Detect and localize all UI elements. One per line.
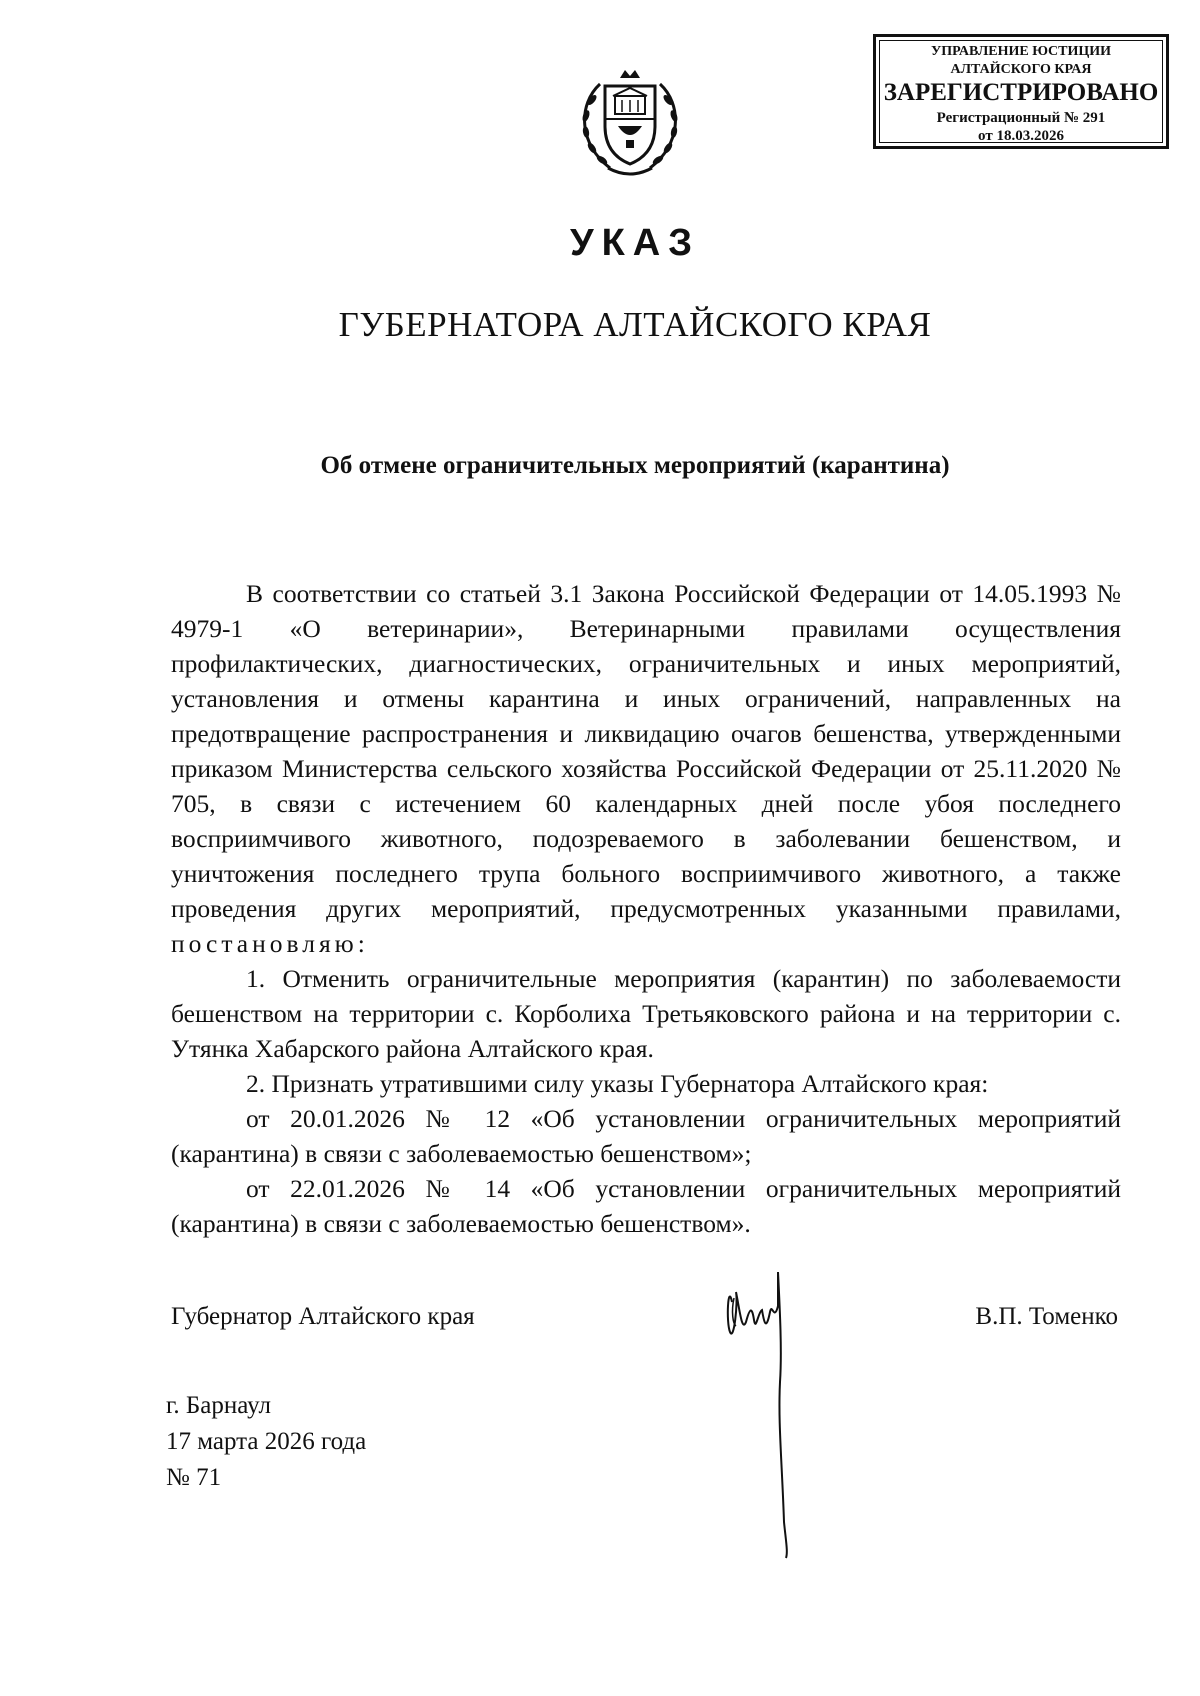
document-title: Об отмене ограничительных мероприятий (карантина) [320, 452, 950, 479]
stamp-status: ЗАРЕГИСТРИРОВАНО [883, 79, 1159, 106]
stamp-org-line2: АЛТАЙСКОГО КРАЯ [950, 62, 1092, 77]
handwritten-signature [700, 1262, 850, 1562]
decree-number: № 71 [166, 1464, 222, 1491]
item-2-a: от 20.01.2026 № 12 «Об установлении ограничительных мероприятий (карантина) в связи с заболеваемостью бешенством»; [171, 1104, 1121, 1168]
document-body [171, 576, 1121, 1241]
decree-word: постановляю: [171, 929, 369, 958]
signing-date: 17 марта 2026 года [166, 1428, 367, 1455]
registration-stamp [873, 34, 1169, 149]
city: г. Барнаул [166, 1392, 271, 1419]
coat-of-arms-emblem [570, 64, 690, 182]
signatory-name: В.П. Томенко [975, 1303, 1118, 1330]
signatory-position: Губернатор Алтайского края [171, 1303, 475, 1330]
doc-type-heading: УКАЗ [569, 222, 701, 264]
preamble-text: В соответствии со статьей 3.1 Закона Российской Федерации от 14.05.1993 № 4979-1 «О ветеринарии», Ветеринарными правилами осуществления профилактических, диагностических, ограничительных и иных мероприятий, установления и отмены карантина и иных ограничений, направленных на предотвращение распространения и ликвидацию очагов бешенства, утвержденными приказом Министерства сельского хозяйства Российской Федерации от 25.11.2020 № 705, в связи с истечением 60 календарных дней после убоя последнего восприимчивого животного, подозреваемого в заболевании бешенством, и уничтожения последнего трупа больного восприимчивого животного, а также проведения других мероприятий, предусмотренных указанными правилами, [171, 579, 1121, 923]
stamp-reg-number: Регистрационный № 291 [936, 110, 1106, 126]
stamp-org-line1: УПРАВЛЕНИЕ ЮСТИЦИИ [931, 44, 1111, 59]
item-1: 1. Отменить ограничительные мероприятия (карантин) по заболеваемости бешенством на территории с. Корболиха Третьяковского района и на территории с. Утянка Хабарского района Алтайского края. [171, 964, 1121, 1063]
item-2: 2. Признать утратившими силу указы Губернатора Алтайского края: [246, 1069, 989, 1098]
place-date-number [166, 1388, 366, 1496]
item-2-b: от 22.01.2026 № 14 «Об установлении ограничительных мероприятий (карантина) в связи с заболеваемостью бешенством». [171, 1174, 1121, 1238]
preamble-paragraph [171, 576, 1121, 961]
issuer-heading: ГУБЕРНАТОРА АЛТАЙСКОГО КРАЯ [338, 305, 932, 344]
stamp-reg-date: от 18.03.2026 [978, 128, 1064, 144]
